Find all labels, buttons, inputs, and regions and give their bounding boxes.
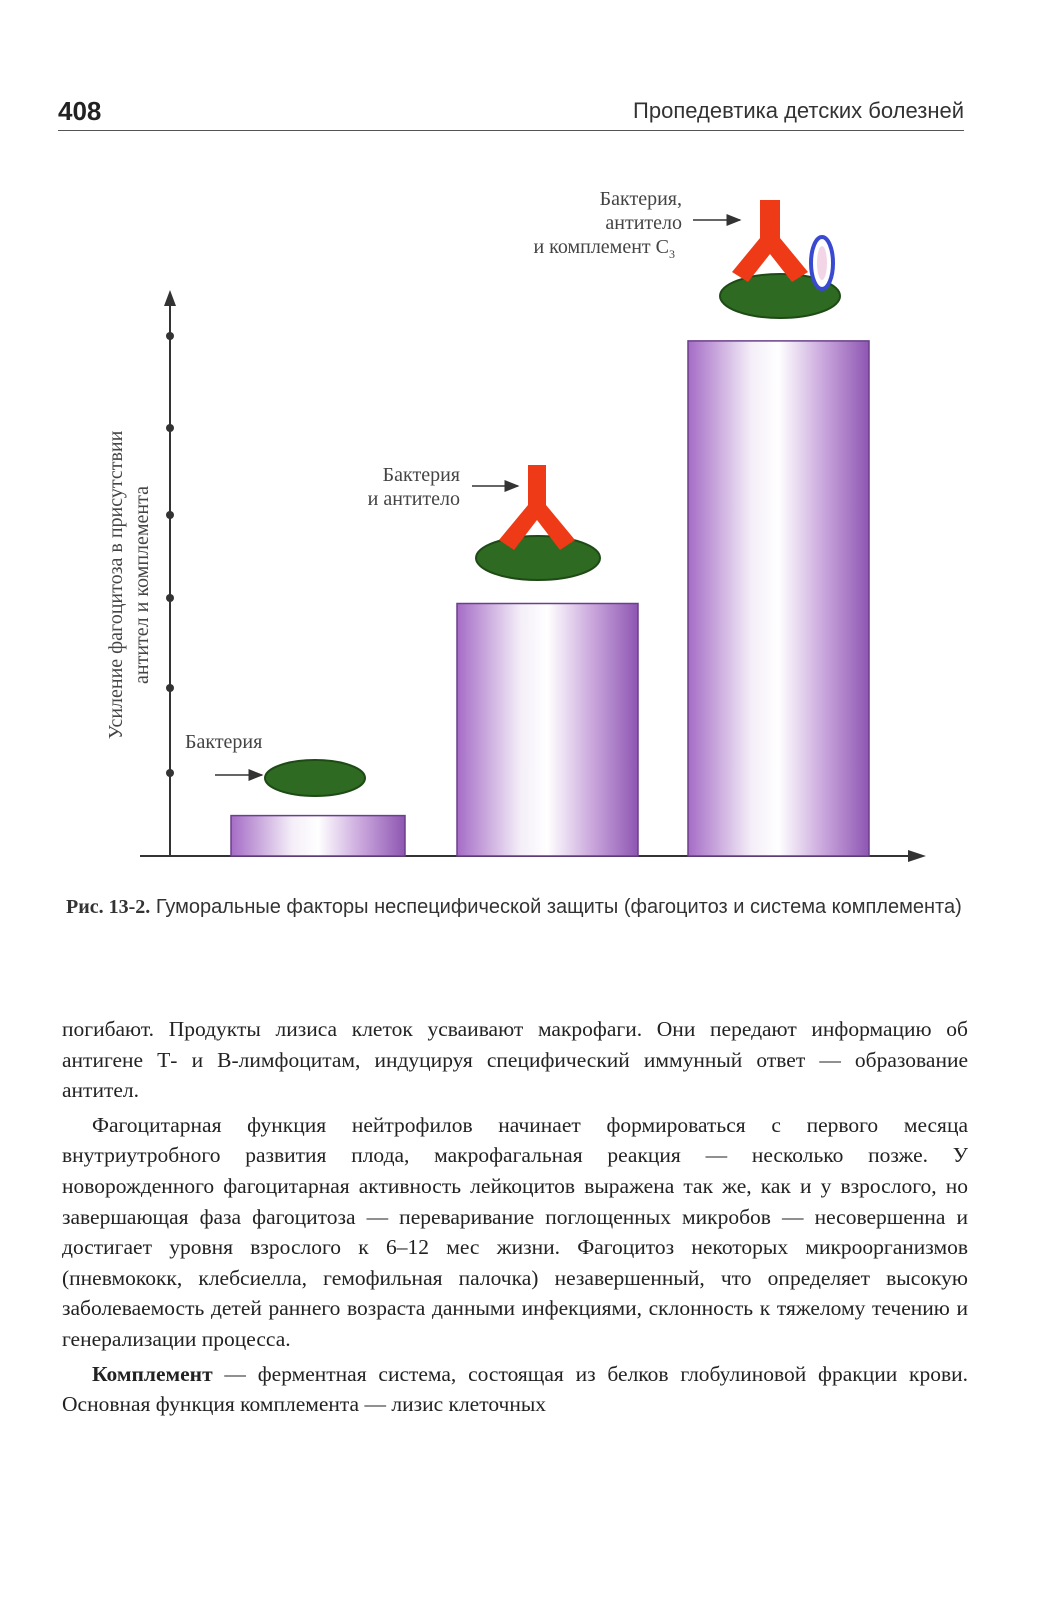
bacterium-icon — [476, 536, 600, 580]
complement-c3-icon-core — [817, 246, 827, 280]
bar-bacterium-antibody-complement — [688, 341, 869, 856]
label-complement-line3: и комплемент $C_3$ — [533, 236, 675, 261]
term-complement: Комплемент — [92, 1361, 213, 1386]
bar-bacterium — [231, 816, 405, 856]
bar-bacterium-antibody — [457, 604, 638, 857]
figure-caption-label: Рис. 13-2. — [66, 896, 151, 918]
y-axis-tick-3 — [166, 594, 174, 602]
bacterium-icon — [265, 760, 365, 796]
y-axis-tick-6 — [166, 332, 174, 340]
figure-caption-text: Гуморальные факторы неспецифической защиты (фагоцитоз и система комплемента) — [150, 896, 962, 918]
running-title: Пропедевтика детских болезней — [633, 98, 964, 123]
label-bacterium-antibody-line2: и антитело — [367, 488, 460, 510]
page-number: 408 — [58, 96, 102, 126]
y-axis-arrowhead — [164, 290, 176, 306]
body-text — [62, 1014, 968, 1420]
y-axis-label-line2: антител и комплемента — [131, 486, 153, 684]
y-axis-tick-2 — [166, 684, 174, 692]
label-bacterium-antibody-line1: Бактерия — [382, 464, 460, 486]
paragraph-3-text: — ферментная система, состоящая из белков глобулиновой фракции крови. Основная функция комплемента — лизис клеточных — [62, 1361, 968, 1417]
y-axis-tick-1 — [166, 769, 174, 777]
label-complement-line1: Бактерия, — [599, 188, 682, 210]
paragraph-2: Фагоцитарная функция нейтрофилов начинает формироваться с первого месяца внутриутробного развития плода, макрофагальная реакция — несколько позже. У новорожденного фагоцитарная активность лейкоцитов выражена так же, как и у взрослого, но завершающая фаза фагоцитоза — переваривание поглощенных микробов — несовершенна и достигает уровня взрослого к 6–12 мес жизни. Фагоцитоз некоторых микроорганизмов (пневмококк, клебсиелла, гемофильная палочка) незавершенный, что определяет высокую заболеваемость детей раннего возраста данными инфекциями, склонность к тяжелому течению и генерализации процесса. — [62, 1112, 968, 1351]
label-complement-line2: антитело — [605, 212, 682, 234]
label-bacterium: Бактерия — [185, 731, 263, 753]
y-axis-tick-4 — [166, 511, 174, 519]
y-axis-tick-5 — [166, 424, 174, 432]
y-axis-label-line1: Усиление фагоцитоза в присутствии — [105, 430, 127, 740]
paragraph-1: погибают. Продукты лизиса клеток усваивают макрофаги. Они передают информацию об антигене Т- и В-лимфоцитам, индуцируя специфический иммунный ответ — образование антител. — [62, 1017, 968, 1103]
figure-caption — [66, 892, 966, 922]
x-axis-arrowhead — [908, 850, 926, 862]
antibody-icon — [732, 200, 808, 282]
paragraph-3 — [62, 1359, 968, 1420]
